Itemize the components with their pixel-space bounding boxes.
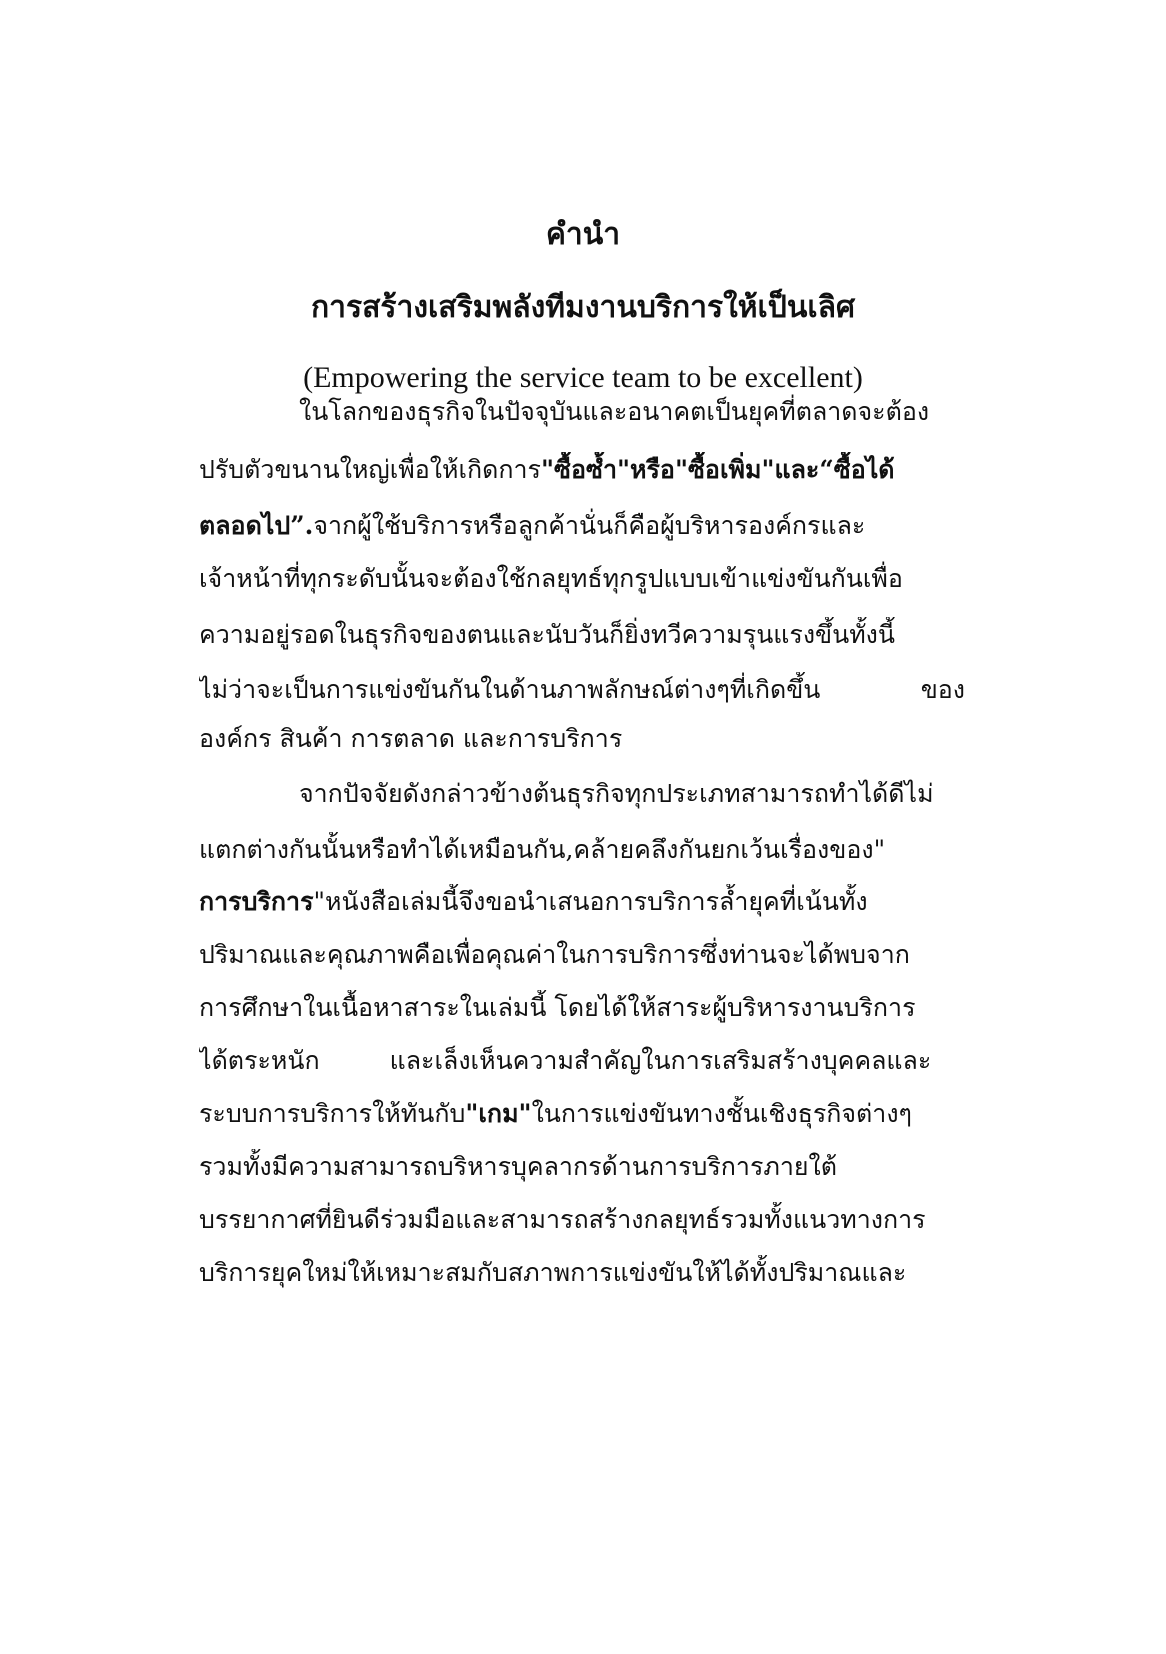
p2-line-6 — [199, 1043, 965, 1079]
p2-line-3-text: "หนังสือเล่มนี้จึงขอนำเสนอการบริการล้ำยุคที่เน้นทั้ง — [313, 887, 868, 916]
preface-heading: คำนำ — [545, 217, 621, 252]
p2-line-7-text-c: ในการแข่งขันทางชั้นเชิงธุรกิจต่างๆ — [531, 1099, 912, 1128]
p2-line-6-text-b: และเล็งเห็นความสำคัญในการเสริมสร้างบุคคลและ — [389, 1046, 932, 1075]
p1-line-6-end: ของ — [920, 675, 965, 704]
p1-line-7: องค์กร สินค้า การตลาด และการบริการ — [199, 724, 623, 753]
p2-line-4: ปริมาณและคุณภาพคือเพื่อคุณค่าในการบริการซึ่งท่านจะได้พบจาก — [199, 940, 910, 969]
p1-line-6-text: ไม่ว่าจะเป็นการแข่งขันกันในด้านภาพลักษณ์ต่างๆที่เกิดขึ้น — [199, 675, 821, 704]
p2-line-2: แตกต่างกันนั้นหรือทำได้เหมือนกัน,คล้ายคลึงกันยกเว้นเรื่องของ" — [199, 835, 886, 864]
p1-line-1: ในโลกของธุรกิจในปัจจุบันและอนาคตเป็นยุคที่ตลาดจะต้อง — [299, 397, 930, 426]
document-subtitle: (Empowering the service team to be excellent) — [303, 361, 863, 394]
p2-line-1: จากปัจจัยดังกล่าวข้างต้นธุรกิจทุกประเภทสามารถทำได้ดีไม่ — [299, 779, 934, 808]
p2-line-7 — [199, 1096, 965, 1132]
p1-line-2-bold: "ซื้อซ้ำ"หรือ"ซื้อเพิ่ม"และ“ซื้อได้ — [540, 455, 895, 484]
p2-line-10: บริการยุคใหม่ให้เหมาะสมกับสภาพการแข่งขันให้ได้ทั้งปริมาณและ — [199, 1258, 907, 1287]
p2-line-7-bold: "เกม" — [465, 1099, 532, 1128]
p2-line-5: การศึกษาในเนื้อหาสาระในเล่มนี้ โดยได้ให้สาระผู้บริหารงานบริการ — [199, 993, 916, 1022]
p1-line-5: ความอยู่รอดในธุรกิจของตนและนับวันก็ยิ่งทวีความรุนแรงขึ้นทั้งนี้ — [199, 620, 895, 649]
p2-line-7-text-a: ระบบการบริการให้ทันกับ — [199, 1099, 466, 1128]
p1-line-6 — [199, 672, 965, 708]
p1-line-4: เจ้าหน้าที่ทุกระดับนั้นจะต้องใช้กลยุทธ์ทุกรูปแบบเข้าแข่งขันกันเพื่อ — [199, 564, 903, 593]
p1-line-3-bold: ตลอดไป”. — [199, 511, 314, 540]
p2-line-3 — [199, 884, 965, 920]
p1-line-3 — [199, 508, 965, 544]
p1-line-3-text: จากผู้ใช้บริการหรือลูกค้านั่นก็คือผู้บริหารองค์กรและ — [313, 511, 866, 540]
p1-line-2-text: ปรับตัวขนานใหญ่เพื่อให้เกิดการ — [199, 455, 541, 484]
p2-line-6-text-a: ได้ตระหนัก — [199, 1046, 320, 1075]
p2-line-8: รวมทั้งมีความสามารถบริหารบุคลากรด้านการบริการภายใต้ — [199, 1152, 838, 1181]
p1-line-2 — [199, 452, 965, 488]
p2-line-3-bold: การบริการ — [199, 887, 314, 916]
p2-line-9: บรรยากาศที่ยินดีร่วมมือและสามารถสร้างกลยุทธ์รวมทั้งแนวทางการ — [199, 1205, 926, 1234]
document-title: การสร้างเสริมพลังทีมงานบริการให้เป็นเลิศ — [310, 290, 856, 325]
